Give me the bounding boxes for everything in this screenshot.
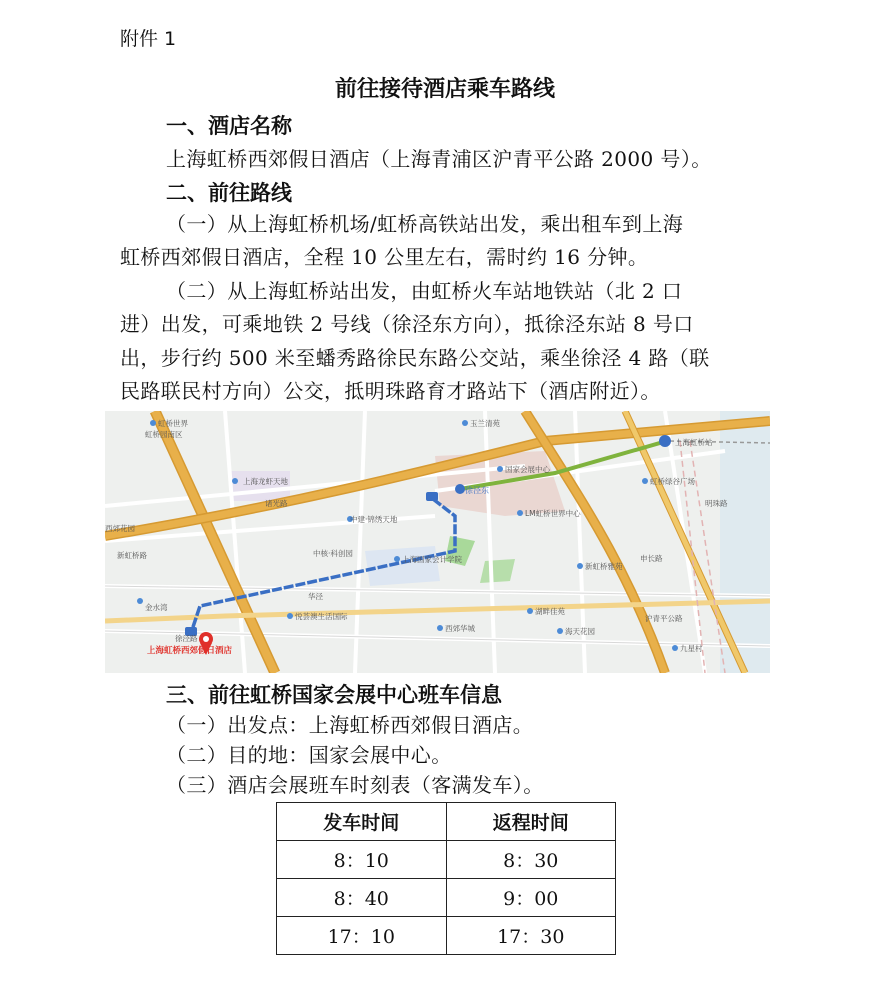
map-label-chenlong: 上海龙虾天地 [243,477,288,486]
shuttle-departure: （一）出发点：上海虹桥西郊假日酒店。 [166,713,534,737]
return-time-cell: 17：30 [446,917,616,955]
route1-line1: （一）从上海虹桥机场/虹桥高铁站出发，乘出租车到上海 [166,212,684,236]
map-label-hongwei: 虹桥园南区 [145,430,183,439]
map-canvas [105,411,770,673]
commercial-block [230,471,290,501]
map-label-huajing: 华泾 [308,592,323,601]
map-label-yuehe: 悦荟澳生活国际 [295,612,348,621]
map-label-xinzhuang: 新虹桥路 [117,551,147,560]
map-label-xiyuan: 西郊华城 [445,624,475,633]
table-header-row [277,803,616,841]
map-label-lm: LM虹桥世界中心 [525,509,581,518]
map-label-zhongjian: 中建·锦绣天地 [350,515,398,524]
route2-line2: 进）出发，可乘地铁 2 号线（徐泾东方向），抵徐泾东站 8 号口 [120,312,694,336]
shuttle-schedule-caption: （三）酒店会展班车时刻表（客满发车）。 [166,773,544,797]
map-label-hotel: 上海虹桥西郊假日酒店 [147,646,233,656]
return-time-cell: 9：00 [446,879,616,917]
map-label-huqing: 沪青平公路 [645,614,683,623]
map-label-yulan: 玉兰清苑 [470,419,500,428]
route1-line2: 虹桥西郊假日酒店，全程 10 公里左右，需时约 16 分钟。 [120,245,649,269]
route-map[interactable] [105,411,770,673]
shuttle-schedule-table [276,802,616,955]
map-label-lake: 湖畔佳苑 [535,607,565,616]
park-block-2 [480,559,515,583]
route2-line4: 民路联民村方向）公交，抵明珠路育才路站下（酒店附近）。 [120,379,661,403]
departure-time-cell: 17：10 [277,917,447,955]
map-label-hongqiao-world: 虹桥世界 [158,419,188,428]
route2-line1: （二）从上海虹桥站出发，由虹桥火车站地铁站（北 2 口 [166,279,683,303]
map-label-xijiao: 西郊花园 [105,524,135,533]
return-time-cell: 8：30 [446,841,616,879]
table-row [277,879,616,917]
departure-time-cell: 8：40 [277,879,447,917]
map-label-songze: 诸光路 [265,499,288,508]
map-label-xinhongqiao: 新虹桥雅苑 [585,562,623,571]
map-label-jiulong: 九星村 [680,644,703,653]
map-label-accounting: 上海国家会计学院 [402,555,462,564]
route2-line3: 出，步行约 500 米至蟠秀路徐民东路公交站，乘坐徐泾 4 路（联 [120,346,710,370]
hotel-name-text: 上海虹桥西郊假日酒店（上海青浦区沪青平公路 2000 号）。 [166,147,712,171]
map-label-shenchang: 申长路 [640,554,663,563]
table-row [277,841,616,879]
map-label-jinshui: 金水湾 [145,603,168,612]
header-departure-time: 发车时间 [277,803,447,841]
shuttle-destination: （二）目的地：国家会展中心。 [166,743,452,767]
map-label-zhongkang: 中核·科创园 [313,549,353,558]
map-label-xujingdong: 徐泾东 [465,486,489,495]
section-heading-hotel-name: 一、酒店名称 [166,114,292,138]
map-label-mingzhu: 明珠路 [705,499,728,508]
campus-block [365,546,440,586]
departure-time-cell: 8：10 [277,841,447,879]
map-label-hongqiao-plaza: 虹桥绿谷广场 [650,477,695,486]
map-label-xujing-road: 徐泾路 [175,634,198,643]
page-title: 前往接待酒店乘车路线 [334,77,555,102]
map-label-national-center: 国家会展中心 [505,465,550,474]
section-heading-shuttle: 三、前往虹桥国家会展中心班车信息 [166,683,502,707]
map-label-haitian: 海天花园 [565,627,595,636]
attachment-label: 附件 1 [120,28,177,50]
table-row [277,917,616,955]
map-label-hongqiao-station: 上海虹桥站 [675,438,713,447]
section-heading-route: 二、前往路线 [166,181,292,205]
header-return-time: 返程时间 [446,803,616,841]
